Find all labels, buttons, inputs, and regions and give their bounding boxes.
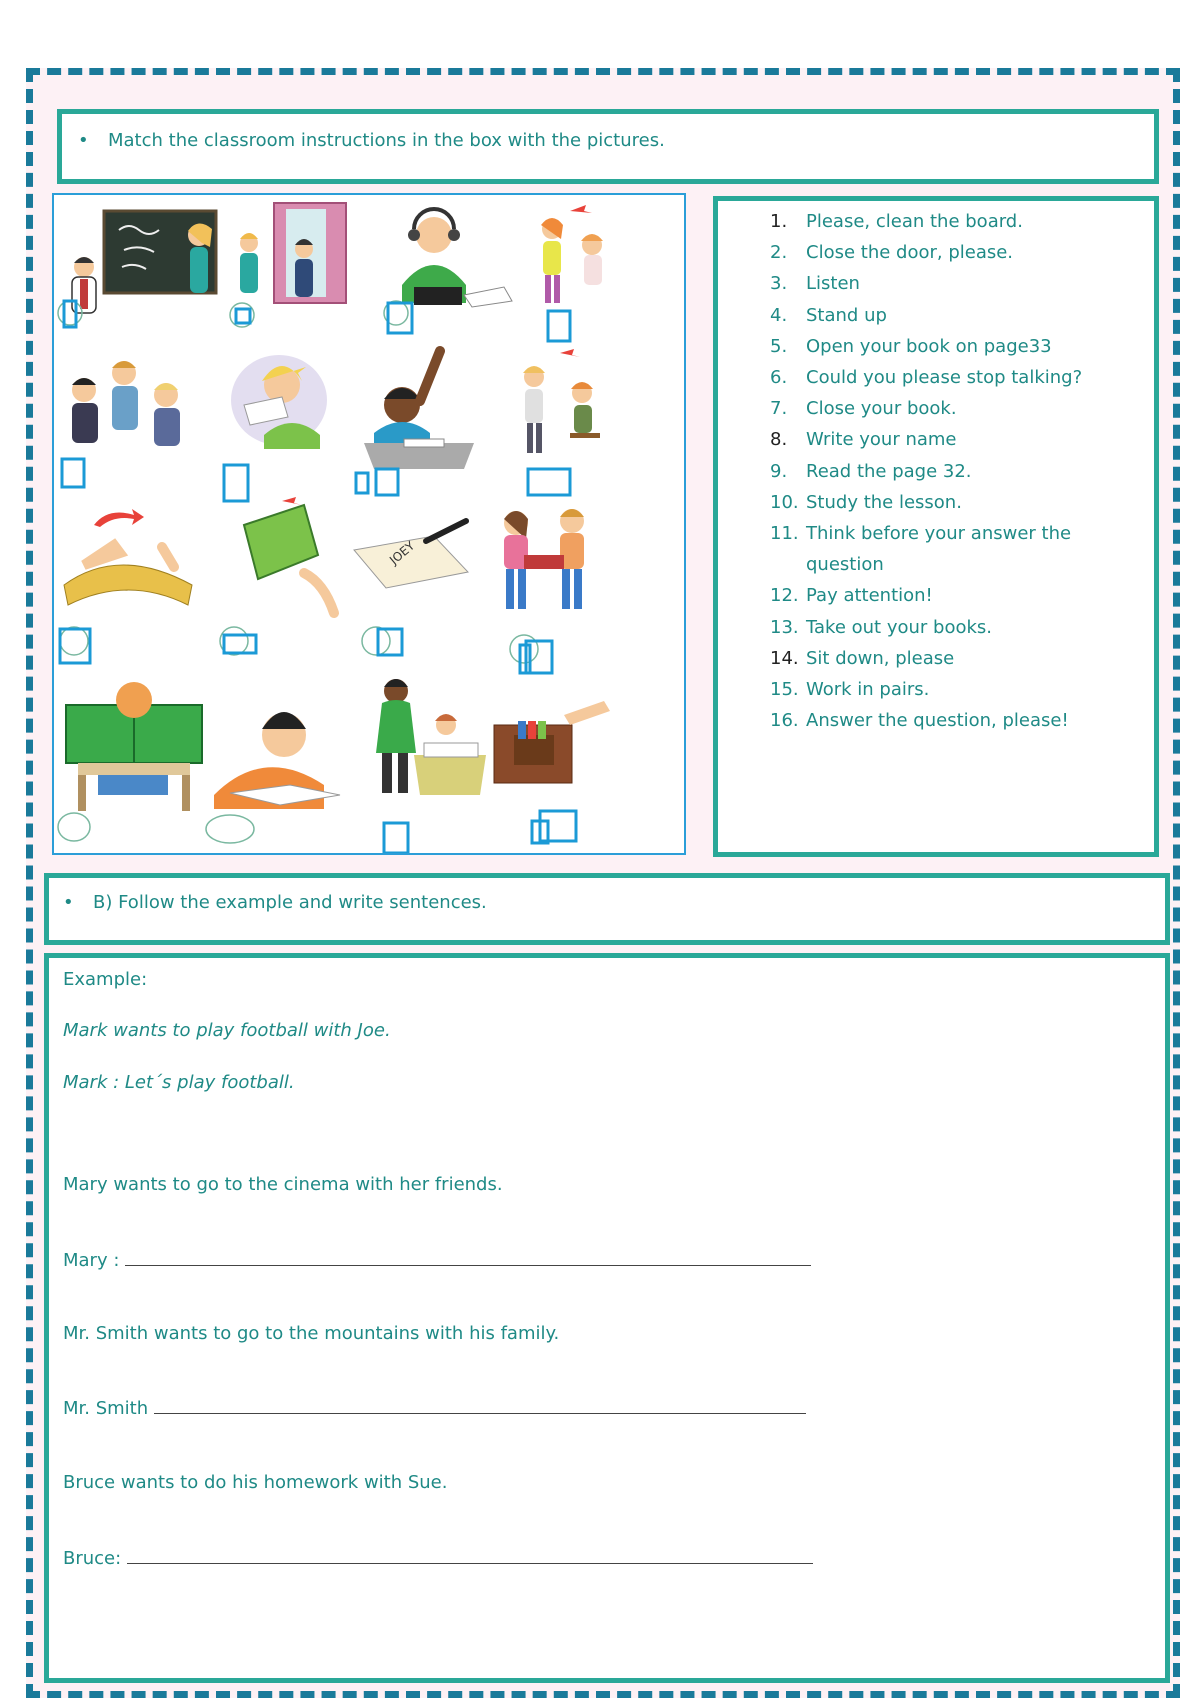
item-answer-bruce: Bruce: (63, 1548, 813, 1569)
picture-take-out-books (494, 701, 610, 783)
answer-line-bruce[interactable] (127, 1563, 813, 1564)
picture-listen (402, 209, 512, 307)
paper-text: JOEY (386, 538, 418, 568)
picture-clean-board (72, 211, 216, 313)
picture-raise-hand (364, 351, 474, 469)
list-item: 14. Sit down, please (770, 647, 955, 669)
picture-pay-attention (376, 679, 486, 795)
bullet-icon: • (78, 130, 89, 151)
picture-sit-down (523, 349, 600, 453)
answer-line-mary[interactable] (125, 1265, 811, 1266)
classroom-pictures (54, 195, 684, 853)
picture-close-book (244, 497, 334, 613)
list-item: 3. Listen (770, 273, 860, 295)
list-item: 2. Close the door, please. (770, 242, 1014, 264)
item-prompt-bruce: Bruce wants to do his homework with Sue. (63, 1472, 448, 1493)
picture-close-door (240, 203, 346, 303)
picture-panel (52, 193, 686, 855)
list-item: 13. Take out your books. (770, 616, 992, 638)
list-item: 8. Write your name (770, 429, 957, 451)
list-item: 5. Open your book on page33 (770, 335, 1052, 357)
item-answer-mary: Mary : (63, 1250, 811, 1271)
example-answer: Mark : Let´s play football. (63, 1072, 295, 1093)
picture-stop-talking (72, 361, 180, 446)
example-sentence: Mark wants to play football with Joe. (63, 1020, 391, 1041)
item-prompt-mr-smith: Mr. Smith wants to go to the mountains with his family. (63, 1323, 560, 1344)
bullet-icon: • (63, 892, 74, 913)
picture-stand-up (541, 205, 603, 303)
list-item: 16. Answer the question, please! (770, 710, 1069, 732)
item-prompt-mary: Mary wants to go to the cinema with her friends. (63, 1174, 503, 1195)
list-item: 1. Please, clean the board. (770, 211, 1023, 232)
section-a-instruction: • Match the classroom instructions in the box with the pictures. (78, 130, 665, 151)
picture-think (214, 712, 340, 809)
list-item: 9. Read the page 32. (770, 460, 972, 482)
answer-line-mr-smith[interactable] (154, 1413, 806, 1414)
instructions-list (758, 206, 1082, 736)
list-item: 4. Stand up (770, 304, 887, 326)
picture-read (231, 355, 327, 449)
list-item: 11. Think before your answer the (770, 523, 1072, 545)
section-a-instruction-box (57, 109, 1159, 184)
picture-study (66, 682, 202, 811)
picture-work-in-pairs (504, 509, 584, 609)
list-item: 10. Study the lesson. (770, 491, 962, 513)
list-item: 6. Could you please stop talking? (770, 367, 1083, 389)
picture-open-book (64, 509, 192, 605)
list-item: 12. Pay attention! (770, 585, 933, 607)
item-answer-mr-smith: Mr. Smith (63, 1398, 806, 1419)
picture-write-name (354, 521, 468, 588)
list-item: 15. Work in pairs. (770, 679, 930, 701)
example-label: Example: (63, 969, 148, 990)
section-b-instruction: • B) Follow the example and write sentences. (63, 892, 487, 913)
section-b-instruction-box (44, 873, 1170, 945)
list-item: 7. Close your book. (770, 398, 957, 420)
section-b-content-box (44, 953, 1170, 1683)
list-item: question (806, 554, 884, 576)
